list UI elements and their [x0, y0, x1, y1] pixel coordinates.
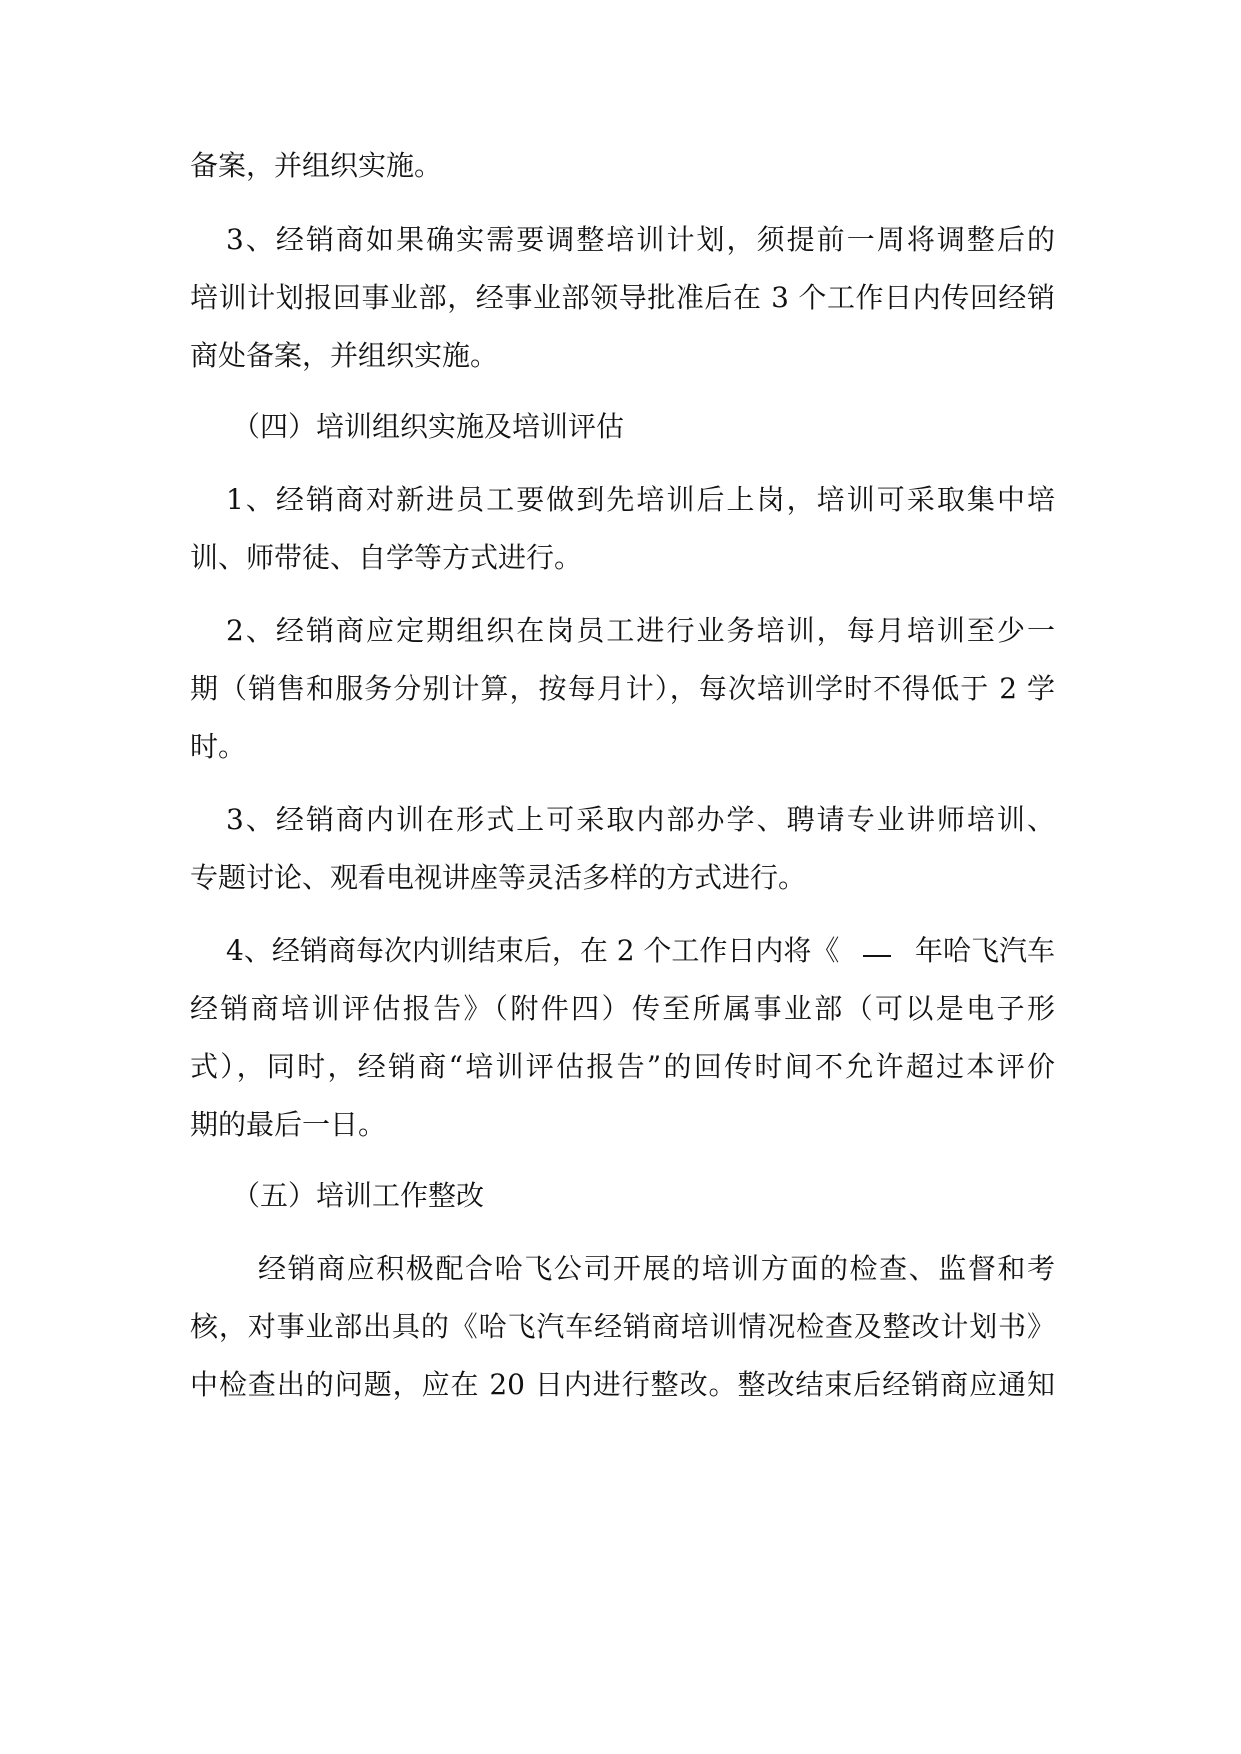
paragraph-line: 核，对事业部出具的《哈飞汽车经销商培训情况检查及整改计划书》 [190, 1310, 1055, 1343]
paragraph-line: 期的最后一日。 [190, 1108, 387, 1141]
paragraph-line: 期（销售和服务分别计算，按每月计），每次培训学时不得低于 2 学 [190, 672, 1055, 705]
paragraph-line: 3、经销商如果确实需要调整培训计划，须提前一周将调整后的 [226, 223, 1055, 256]
paragraph-line: 2、经销商应定期组织在岗员工进行业务培训，每月培训至少一 [226, 614, 1055, 647]
paragraph-line: 中检查出的问题，应在 20 日内进行整改。整改结束后经销商应通知 [190, 1368, 1055, 1401]
paragraph-line: 式），同时，经销商“培训评估报告”的回传时间不允许超过本评价 [190, 1050, 1055, 1083]
paragraph-line: 经销商培训评估报告》（附件四）传至所属事业部（可以是电子形 [190, 992, 1055, 1025]
paragraph-line: 时。 [190, 730, 247, 763]
line-end-text: 年哈飞汽车 [914, 934, 1055, 967]
paragraph-line: 1、经销商对新进员工要做到先培训后上岗，培训可采取集中培 [226, 483, 1055, 516]
line-start-text: 4、经销商每次内训结束后，在 2 个工作日内将《 [226, 934, 840, 967]
paragraph-line: 3、经销商内训在形式上可采取内部办学、聘请专业讲师培训、 [226, 803, 1055, 836]
paragraph-line: 专题讨论、观看电视讲座等灵活多样的方式进行。 [190, 861, 807, 894]
paragraph-line: 备案，并组织实施。 [190, 149, 443, 182]
paragraph-line [226, 931, 1055, 971]
section-heading: （四）培训组织实施及培训评估 [232, 410, 625, 443]
blank-underline [863, 931, 891, 957]
section-heading: （五）培训工作整改 [232, 1179, 485, 1212]
paragraph-line: 商处备案，并组织实施。 [190, 339, 499, 372]
paragraph-line: 培训计划报回事业部，经事业部领导批准后在 3 个工作日内传回经销 [190, 281, 1055, 314]
paragraph-line: 经销商应积极配合哈飞公司开展的培训方面的检查、监督和考 [258, 1252, 1055, 1285]
paragraph-line: 训、师带徒、自学等方式进行。 [190, 541, 583, 574]
